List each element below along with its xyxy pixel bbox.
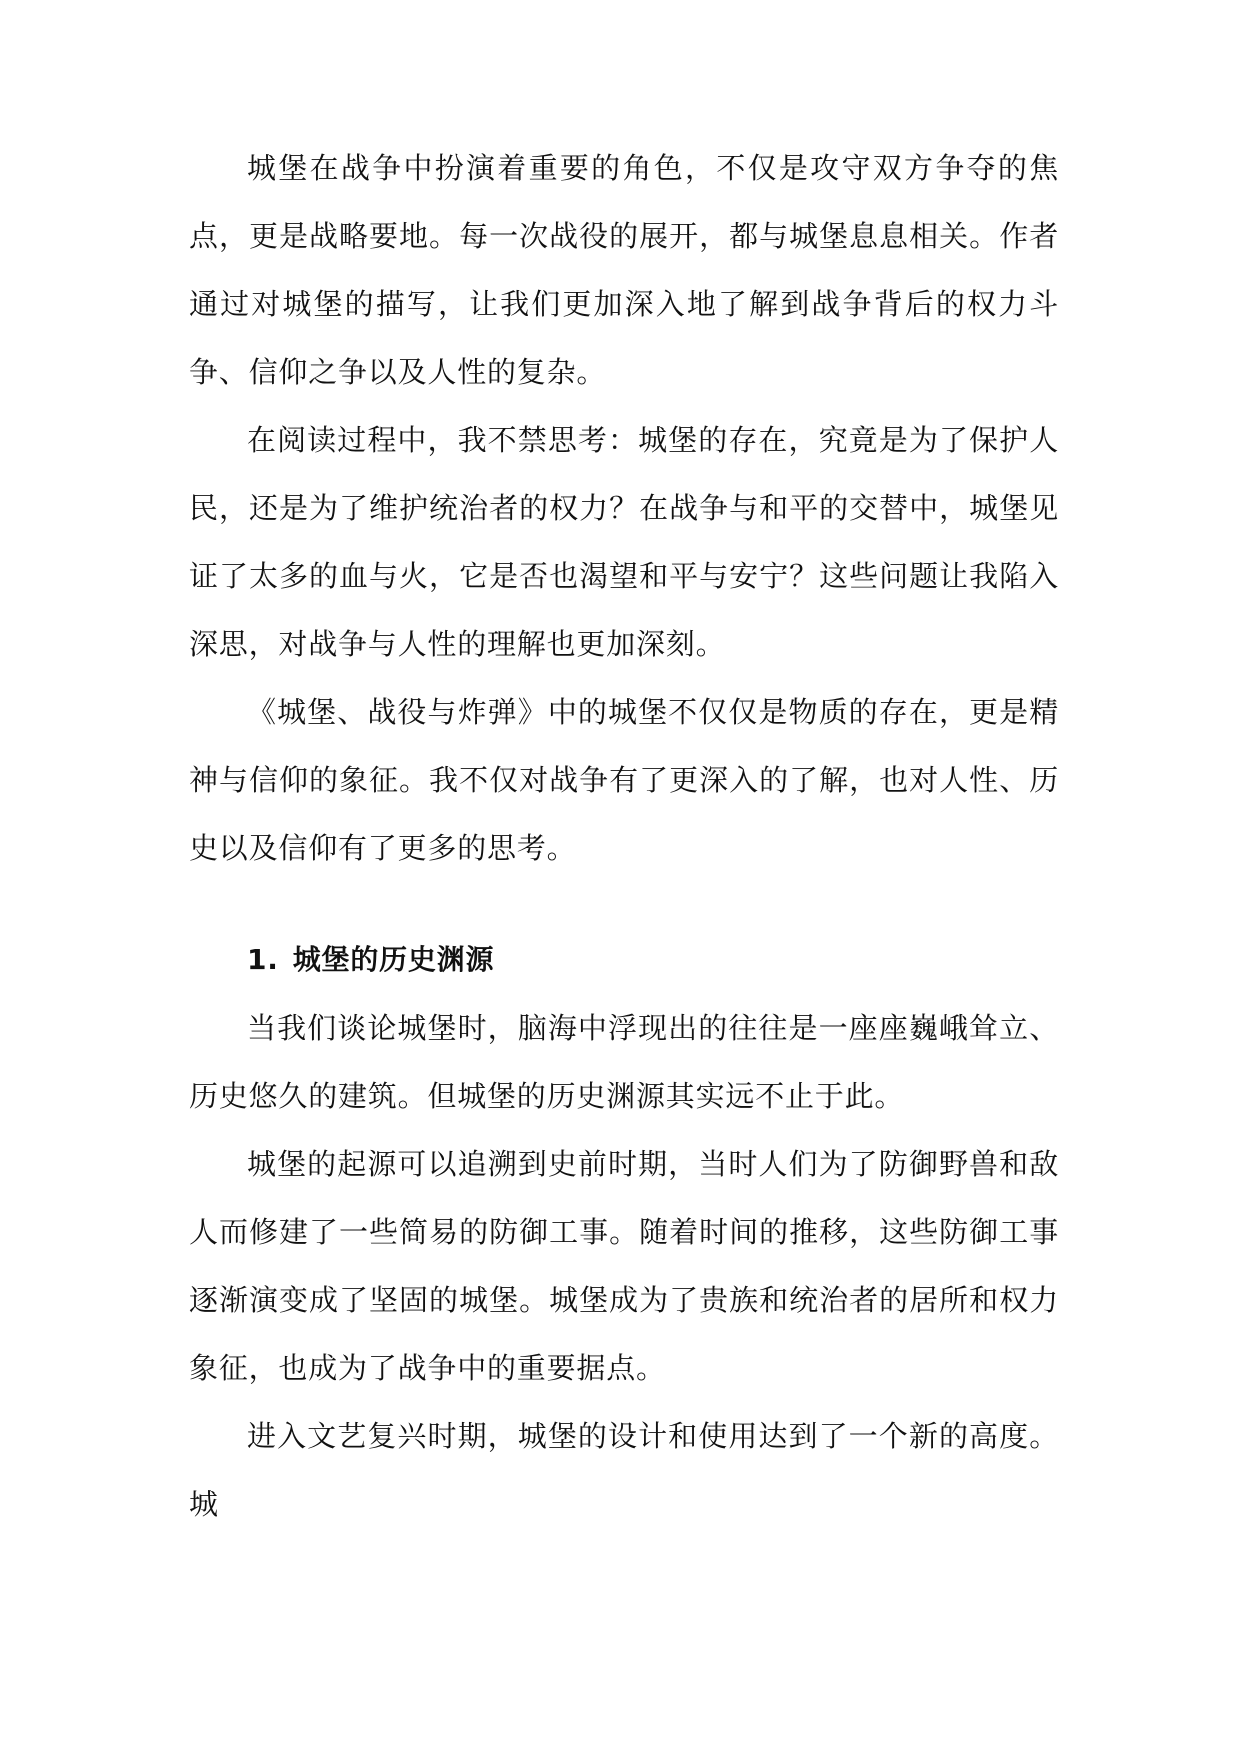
paragraph-symbolism: 《城堡、战役与炸弹》中的城堡不仅仅是物质的存在，更是精神与信仰的象征。我不仅对战争有了更深入的了解，也对人性、历史以及信仰有了更多的思考。 (189, 695, 1059, 865)
section-heading (189, 926, 1059, 994)
paragraph-origin: 城堡的起源可以追溯到史前时期，当时人们为了防御野兽和敌人而修建了一些简易的防御工事。随着时间的推移，这些防御工事逐渐演变成了坚固的城堡。城堡成为了贵族和统治者的居所和权力象征，也成为了战争中的重要据点。 (189, 1147, 1059, 1385)
section-number: 1. (247, 943, 279, 976)
paragraph-reflection: 在阅读过程中，我不禁思考：城堡的存在，究竟是为了保护人民，还是为了维护统治者的权力？在战争与和平的交替中，城堡见证了太多的血与火，它是否也渴望和平与安宁？这些问题让我陷入深思，对战争与人性的理解也更加深刻。 (189, 423, 1059, 661)
section-title: 城堡的历史渊源 (292, 943, 495, 976)
document-body (189, 134, 1059, 1538)
paragraph-history-intro: 当我们谈论城堡时，脑海中浮现出的往往是一座座巍峨耸立、历史悠久的建筑。但城堡的历史渊源其实远不止于此。 (189, 1011, 1059, 1113)
paragraph-renaissance: 进入文艺复兴时期，城堡的设计和使用达到了一个新的高度。城 (189, 1419, 1059, 1521)
paragraph-castle-role: 城堡在战争中扮演着重要的角色，不仅是攻守双方争夺的焦点，更是战略要地。每一次战役的展开，都与城堡息息相关。作者通过对城堡的描写，让我们更加深入地了解到战争背后的权力斗争、信仰之争以及人性的复杂。 (189, 151, 1059, 389)
